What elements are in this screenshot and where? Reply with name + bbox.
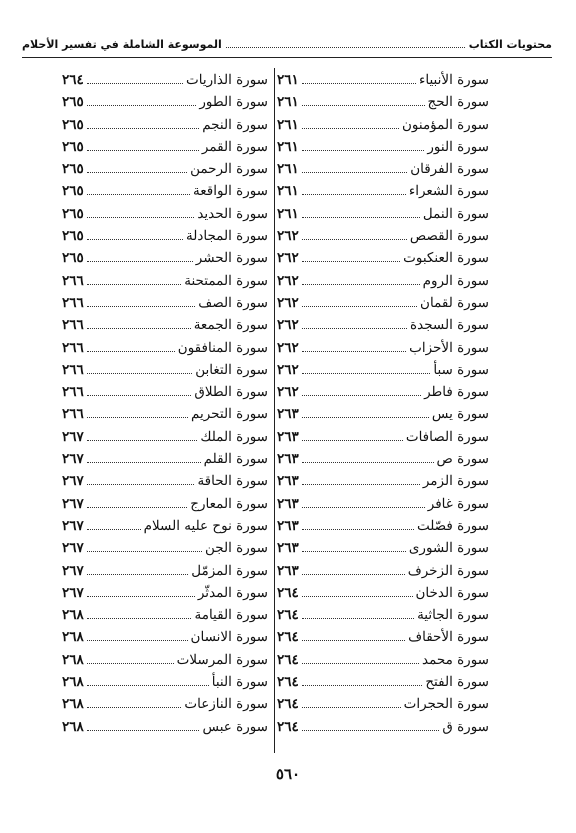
dot-leader [87, 565, 188, 575]
toc-entry-title: سورة الحجرات [403, 696, 489, 713]
toc-entry-page: ٢٦٧ [62, 473, 84, 490]
toc-entry [277, 317, 489, 339]
toc-entry-page: ٢٦٤ [277, 607, 299, 624]
running-header [22, 38, 552, 54]
toc-entry-page: ٢٦٢ [277, 250, 299, 267]
toc-entry [62, 317, 268, 339]
toc-entry-page: ٢٦٦ [62, 272, 84, 289]
dot-leader [302, 676, 423, 686]
toc-entry-page: ٢٦٧ [62, 517, 84, 534]
toc-entry [277, 585, 489, 607]
toc-entry-page: ٢٦٦ [62, 384, 84, 401]
toc-entry-title: سورة التغابن [195, 361, 268, 378]
dot-leader [302, 185, 406, 195]
header-encyclopedia-title: الموسوعة الشاملة في تفسير الأحلام [22, 38, 222, 51]
toc-entry [277, 362, 489, 384]
toc-entry [277, 629, 489, 651]
toc-entry-title: سورة المزمّل [191, 562, 268, 579]
toc-entry-page: ٢٦٥ [62, 250, 84, 267]
toc-left-column [62, 72, 268, 741]
toc-entry-page: ٢٦٧ [62, 584, 84, 601]
toc-entry [62, 161, 268, 183]
toc-entry-page: ٢٦٨ [62, 651, 84, 668]
header-dot-leader [226, 39, 465, 48]
toc-entry [62, 540, 268, 562]
dot-leader [87, 698, 182, 708]
toc-entry-page: ٢٦١ [277, 72, 299, 88]
toc-entry-title: سورة الحشر [195, 250, 268, 267]
toc-entry [277, 384, 489, 406]
dot-leader [87, 74, 183, 84]
toc-entry [62, 228, 268, 250]
toc-entry-title: سورة القلم [203, 451, 268, 468]
toc-entry [62, 406, 268, 428]
toc-entry [62, 719, 268, 741]
toc-entry-page: ٢٦٥ [62, 138, 84, 155]
toc-entry-title: سورة نوح عليه السلام [143, 517, 268, 534]
toc-entry [277, 273, 489, 295]
header-book-contents: محتويات الكتاب [468, 38, 552, 51]
toc-entry-title: سورة سبأ [433, 361, 489, 378]
toc-entry-title: سورة الشورى [408, 540, 489, 557]
toc-entry-page: ٢٦٢ [277, 317, 299, 334]
column-divider [274, 68, 275, 753]
dot-leader [302, 119, 399, 129]
toc-entry-page: ٢٦٤ [277, 584, 299, 601]
dot-leader [87, 208, 195, 218]
dot-leader [87, 498, 188, 508]
toc-entry [277, 563, 489, 585]
toc-entry-title: سورة القيامة [194, 607, 268, 624]
toc-entry-title: سورة الطور [199, 94, 268, 111]
toc-entry [62, 206, 268, 228]
dot-leader [87, 297, 196, 307]
toc-entry [277, 607, 489, 629]
toc-entry-page: ٢٦٣ [277, 540, 299, 557]
toc-entry [62, 585, 268, 607]
dot-leader [302, 498, 425, 508]
toc-entry-title: سورة الزخرف [407, 562, 489, 579]
dot-leader [302, 208, 420, 218]
toc-entry-page: ٢٦٤ [277, 651, 299, 668]
toc-entry-title: سورة المؤمنون [401, 116, 489, 133]
toc-entry-page: ٢٦٣ [277, 451, 299, 468]
toc-entry-title: سورة النجم [202, 116, 268, 133]
toc-entry-title: سورة الجاثية [417, 607, 489, 624]
toc-entry-title: سورة الشعراء [408, 183, 489, 200]
toc-entry-page: ٢٦٢ [277, 228, 299, 245]
toc-entry-title: سورة لقمان [420, 294, 489, 311]
toc-entry [277, 72, 489, 94]
toc-entry-page: ٢٦١ [277, 183, 299, 200]
toc-entry-page: ٢٦٥ [62, 228, 84, 245]
toc-entry-title: سورة الطلاق [194, 384, 268, 401]
dot-leader [87, 275, 181, 285]
toc-entry [62, 674, 268, 696]
toc-entry-title: سورة القصص [409, 228, 489, 245]
dot-leader [302, 230, 407, 240]
toc-entry-page: ٢٦٦ [62, 339, 84, 356]
toc-entry [277, 139, 489, 161]
toc-entry-title: سورة النازعات [184, 696, 268, 713]
toc-entry [62, 607, 268, 629]
dot-leader [302, 74, 416, 84]
header-rule [22, 57, 552, 58]
toc-entry-page: ٢٦٥ [62, 183, 84, 200]
toc-entry-page: ٢٦٤ [277, 718, 299, 735]
toc-entry-title: سورة الجمعة [193, 317, 268, 334]
toc-entry-title: سورة المنافقون [177, 339, 268, 356]
dot-leader [302, 141, 425, 151]
toc-entry [62, 384, 268, 406]
toc-entry [277, 473, 489, 495]
toc-entry-page: ٢٦٧ [62, 495, 84, 512]
toc-entry-title: سورة غافر [427, 495, 489, 512]
toc-entry [277, 117, 489, 139]
toc-entry-page: ٢٦١ [277, 94, 299, 111]
toc-entry [277, 340, 489, 362]
toc-entry-page: ٢٦٧ [62, 451, 84, 468]
toc-entry-page: ٢٦٣ [277, 406, 299, 423]
toc-entry [277, 496, 489, 518]
toc-entry-page: ٢٦٢ [277, 384, 299, 401]
page-number: ٥٦٠ [275, 765, 301, 783]
toc-entry-page: ٢٦٨ [62, 696, 84, 713]
toc-entry-title: سورة النبأ [211, 674, 268, 691]
dot-leader [87, 185, 190, 195]
toc-entry-page: ٢٦٦ [62, 317, 84, 334]
toc-entry-title: سورة النور [427, 138, 489, 155]
toc-entry-page: ٢٦٧ [62, 540, 84, 557]
toc-entry [62, 696, 268, 718]
toc-entry-title: سورة الحج [427, 94, 489, 111]
toc-entry [277, 540, 489, 562]
toc-entry [277, 652, 489, 674]
toc-entry-page: ٢٦٨ [62, 718, 84, 735]
dot-leader [87, 676, 209, 686]
toc-entry-title: سورة الذاريات [186, 72, 268, 88]
toc-entry [62, 362, 268, 384]
toc-entry-title: سورة التحريم [190, 406, 268, 423]
dot-leader [87, 542, 202, 552]
dot-leader [87, 141, 199, 151]
toc-entry-title: سورة السجدة [410, 317, 489, 334]
dot-leader [302, 342, 406, 352]
toc-entry-title: سورة العنكبوت [403, 250, 489, 267]
toc-entry-page: ٢٦٦ [62, 361, 84, 378]
toc-entry-page: ٢٦١ [277, 116, 299, 133]
dot-leader [302, 252, 400, 262]
toc-entry-page: ٢٦٢ [277, 339, 299, 356]
toc-entry-page: ٢٦٨ [62, 674, 84, 691]
toc-entry [62, 652, 268, 674]
toc-entry-page: ٢٦٧ [62, 562, 84, 579]
toc-entry-title: سورة المجادلة [185, 228, 268, 245]
toc-entry [62, 183, 268, 205]
dot-leader [302, 453, 434, 463]
toc-entry [277, 295, 489, 317]
toc-entry-title: سورة المدثّر [197, 584, 268, 601]
toc-entry-page: ٢٦٣ [277, 428, 299, 445]
dot-leader [87, 252, 193, 262]
dot-leader [87, 96, 197, 106]
dot-leader [302, 721, 440, 731]
toc-entry-title: سورة الرحمن [190, 161, 268, 178]
toc-entry-title: سورة المعارج [190, 495, 268, 512]
toc-entry [277, 406, 489, 428]
toc-entry-page: ٢٦٥ [62, 94, 84, 111]
dot-leader [87, 721, 200, 731]
dot-leader [87, 342, 175, 352]
dot-leader [302, 297, 417, 307]
toc-entry-title: سورة الحاقة [197, 473, 268, 490]
toc-entry-page: ٢٦٤ [62, 72, 84, 88]
toc-entry-title: سورة فاطر [424, 384, 489, 401]
toc-entry-page: ٢٦٣ [277, 562, 299, 579]
toc-entry [62, 72, 268, 94]
toc-entry [62, 518, 268, 540]
toc-entry-title: سورة عبس [202, 718, 268, 735]
toc-entry [277, 206, 489, 228]
toc-entry-page: ٢٦٤ [277, 674, 299, 691]
toc-entry-page: ٢٦١ [277, 205, 299, 222]
dot-leader [302, 520, 414, 530]
toc-entry-page: ٢٦٨ [62, 607, 84, 624]
toc-entry-page: ٢٦٤ [277, 629, 299, 646]
dot-leader [87, 520, 141, 530]
toc-entry-title: سورة الجن [204, 540, 268, 557]
dot-leader [87, 475, 195, 485]
toc-entry-title: سورة الانسان [190, 629, 268, 646]
toc-entry-page: ٢٦٥ [62, 161, 84, 178]
dot-leader [87, 453, 201, 463]
toc-entry [62, 563, 268, 585]
toc-entry [277, 94, 489, 116]
toc-entry-title: سورة الدخان [415, 584, 489, 601]
toc-entry-title: سورة الروم [422, 272, 489, 289]
dot-leader [87, 431, 198, 441]
toc-entry-title: سورة الممتحنة [184, 272, 268, 289]
dot-leader [302, 275, 420, 285]
toc-entry [62, 250, 268, 272]
toc-entry [277, 250, 489, 272]
toc-entry-page: ٢٦٢ [277, 361, 299, 378]
toc-entry [62, 139, 268, 161]
toc-entry-title: سورة الصافات [405, 428, 489, 445]
toc-entry [62, 451, 268, 473]
toc-entry-page: ٢٦٦ [62, 406, 84, 423]
dot-leader [87, 587, 195, 597]
toc-entry-title: سورة الزمر [422, 473, 489, 490]
toc-entry-title: سورة محمد [421, 651, 489, 668]
toc-entry [62, 429, 268, 451]
dot-leader [302, 386, 421, 396]
toc-entry-title: سورة الفتح [425, 674, 489, 691]
toc-entry [62, 94, 268, 116]
toc-entry-title: سورة الأنبياء [419, 72, 489, 88]
toc-entry-title: سورة الأحزاب [409, 339, 489, 356]
toc-entry [277, 228, 489, 250]
dot-leader [87, 654, 174, 664]
toc-entry-title: سورة الصف [198, 294, 268, 311]
toc-entry-title: سورة فصّلت [416, 517, 489, 534]
toc-entry [277, 696, 489, 718]
toc-entry-title: سورة الحديد [197, 205, 268, 222]
toc-entry-page: ٢٦٥ [62, 205, 84, 222]
dot-leader [87, 163, 187, 173]
toc-right-column [277, 72, 489, 741]
dot-leader [302, 408, 429, 418]
toc-entry-title: سورة الواقعة [193, 183, 268, 200]
toc-entry [277, 161, 489, 183]
toc-entry [62, 496, 268, 518]
toc-entry-page: ٢٦٦ [62, 294, 84, 311]
dot-leader [302, 431, 403, 441]
toc-entry-page: ٢٦١ [277, 161, 299, 178]
toc-entry [277, 518, 489, 540]
toc-entry-title: سورة الفرقان [410, 161, 489, 178]
toc-entry-page: ٢٦٥ [62, 116, 84, 133]
dot-leader [302, 96, 425, 106]
dot-leader [87, 319, 191, 329]
toc-entry-title: سورة ق [442, 718, 489, 735]
toc-entry-title: سورة القمر [201, 138, 268, 155]
toc-entry-page: ٢٦٤ [277, 696, 299, 713]
toc-entry [62, 117, 268, 139]
toc-entry [277, 429, 489, 451]
toc-entry [62, 473, 268, 495]
toc-entry [277, 183, 489, 205]
toc-entry [277, 719, 489, 741]
toc-entry [62, 340, 268, 362]
dot-leader [302, 565, 405, 575]
toc-entry-page: ٢٦٣ [277, 473, 299, 490]
toc-entry [277, 674, 489, 696]
dot-leader [87, 609, 192, 619]
dot-leader [302, 364, 431, 374]
dot-leader [302, 698, 401, 708]
toc-entry-page: ٢٦٧ [62, 428, 84, 445]
dot-leader [87, 119, 199, 129]
dot-leader [87, 408, 188, 418]
dot-leader [302, 631, 405, 641]
dot-leader [302, 587, 413, 597]
dot-leader [87, 631, 188, 641]
toc-entry [62, 629, 268, 651]
toc-entry [277, 451, 489, 473]
toc-entry-page: ٢٦٣ [277, 517, 299, 534]
dot-leader [302, 319, 407, 329]
dot-leader [302, 609, 414, 619]
toc-entry-title: سورة يس [431, 406, 489, 423]
dot-leader [87, 364, 192, 374]
dot-leader [302, 163, 407, 173]
toc-entry-title: سورة الأحقاف [408, 629, 489, 646]
toc-entry [62, 273, 268, 295]
dot-leader [87, 230, 183, 240]
toc-entry-title: سورة النمل [422, 205, 489, 222]
toc-entry-page: ٢٦٢ [277, 272, 299, 289]
dot-leader [87, 386, 192, 396]
dot-leader [302, 542, 406, 552]
toc-entry-page: ٢٦١ [277, 138, 299, 155]
toc-entry-title: سورة المرسلات [176, 651, 268, 668]
toc-entry-title: سورة ص [436, 451, 489, 468]
toc-entry-title: سورة الملك [200, 428, 268, 445]
toc-entry [62, 295, 268, 317]
toc-entry-page: ٢٦٨ [62, 629, 84, 646]
dot-leader [302, 475, 420, 485]
dot-leader [302, 654, 419, 664]
toc-entry-page: ٢٦٣ [277, 495, 299, 512]
toc-entry-page: ٢٦٢ [277, 294, 299, 311]
